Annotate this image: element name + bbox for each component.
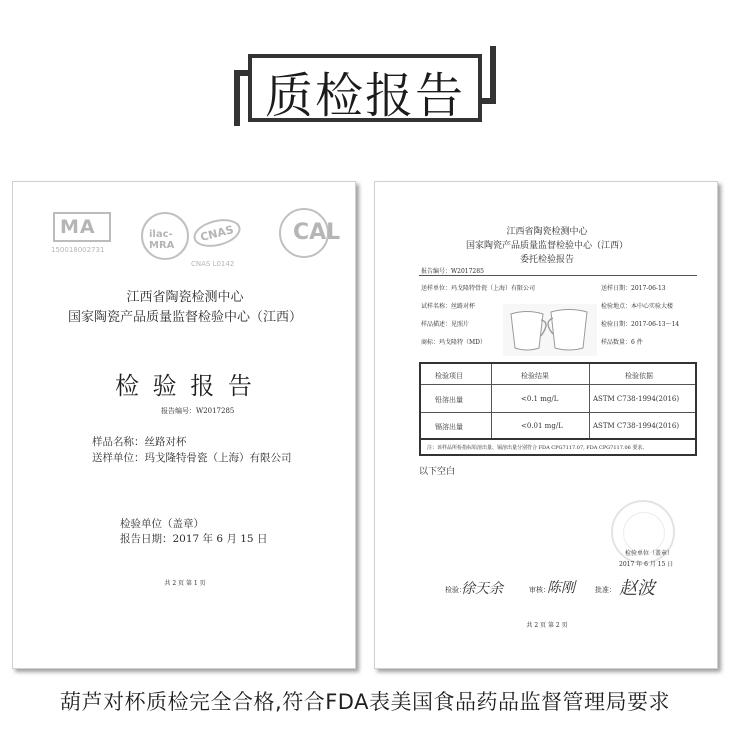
approver-signature: 赵波: [619, 578, 655, 599]
reviewer-signature: 陈刚: [547, 580, 575, 596]
table-header: 检验依据: [625, 372, 653, 380]
org-name: 江西省陶瓷检测中心: [506, 227, 588, 237]
report-date: 报告日期：2017 年 6 月 15 日: [120, 533, 268, 545]
divider: [419, 275, 697, 276]
inspection-unit: 检验单位（盖章）: [625, 550, 674, 557]
table-header: 检验结果: [521, 372, 549, 380]
inspection-date: 检验日期：2017-06-13～14: [601, 321, 680, 328]
table-col-divider: [491, 364, 492, 438]
blank-below-note: 以下空白: [419, 467, 456, 477]
org-name-national: 国家陶瓷产品质量监督检验中心（江西）: [67, 310, 302, 325]
header-frame: [234, 44, 496, 128]
cal-logo: [279, 208, 341, 258]
table-row-divider: [421, 384, 695, 385]
table-cell: ASTM C738-1994(2016): [593, 395, 680, 403]
report-number: 报告编号：W2017285: [161, 407, 235, 415]
approver-label: 批准：: [595, 586, 616, 594]
ma-logo-text: MA: [60, 216, 96, 238]
report-number: 报告编号：W2017285: [421, 268, 484, 275]
cal-logo-text: CAL: [293, 220, 341, 245]
sample-quantity: 样品数量：6 件: [601, 339, 643, 346]
header-box: [248, 54, 482, 122]
table-cell: 铅溶出量: [435, 396, 463, 404]
cup-left: [511, 312, 543, 351]
sample-description: 样品描述：见照片: [421, 321, 470, 328]
table-cell: <0.01 mg/L: [521, 422, 563, 430]
cnas-number: CNAS L0142: [191, 260, 235, 268]
cup-right: [551, 310, 587, 351]
ilac-mra-logo: [141, 212, 189, 260]
org-name-national: 国家陶瓷产品质量监督检验中心（江西）: [465, 241, 628, 251]
sender-unit: 送样单位：玛戈隆特骨瓷（上海）有限公司: [421, 285, 536, 292]
inspection-report-page: [374, 181, 718, 669]
stamp-date: 2017 年 6 月 15 日: [619, 561, 674, 568]
ma-number: 150018002731: [51, 246, 105, 254]
report-title: 检 验 报 告: [115, 372, 255, 400]
cnas-logo-text: CNAS: [199, 223, 235, 244]
inspection-unit: 检验单位（盖章）: [120, 518, 204, 530]
ma-logo: [53, 212, 111, 242]
page-number: 共 2 页 第 1 页: [164, 580, 206, 587]
table-col-divider: [589, 364, 590, 438]
table-row-divider: [421, 412, 695, 413]
table-cell: ASTM C738-1994(2016): [593, 422, 680, 430]
receive-date: 送样日期：2017-06-13: [601, 285, 666, 292]
report-cover-page: [12, 181, 356, 669]
table-cell: 镉溶出量: [435, 423, 463, 431]
page-title: 质检报告: [264, 68, 465, 124]
brand: 商标：玛戈隆特（MD）: [421, 339, 486, 346]
caption: 葫芦对杯质检完全合格,符合FDA表美国食品药品监督管理局要求: [60, 690, 670, 714]
inspection-location: 检验地点：本中心实验大楼: [601, 303, 674, 310]
inspector-signature: 徐天余: [461, 581, 503, 597]
org-name: 江西省陶瓷检测中心: [126, 290, 244, 305]
table-cell: <0.1 mg/L: [521, 395, 559, 403]
sample-name: 试样名称：丝路对杯: [421, 303, 476, 310]
inspector-label: 检验：: [445, 586, 466, 594]
cup-photo: [503, 304, 597, 356]
reviewer-label: 审核：: [529, 586, 550, 594]
table-header: 检验项目: [435, 372, 463, 380]
page-number: 共 2 页 第 2 页: [526, 622, 568, 629]
results-table: [419, 362, 697, 440]
sender-unit: 送样单位：玛戈隆特骨瓷（上海）有限公司: [92, 452, 292, 464]
table-note: 注：该样品所检指标铅溶出量、镉溶出量分别符合 FDA CPG7117.07, FDA CPG7117.06 要求。: [427, 445, 648, 451]
report-type: 委托检验报告: [519, 255, 574, 265]
ilac-logo-text: ilac-MRA: [149, 229, 175, 251]
table-note-box: [419, 440, 697, 456]
sample-name: 样品名称：丝路对杯: [92, 436, 187, 448]
cnas-logo: [191, 215, 244, 252]
